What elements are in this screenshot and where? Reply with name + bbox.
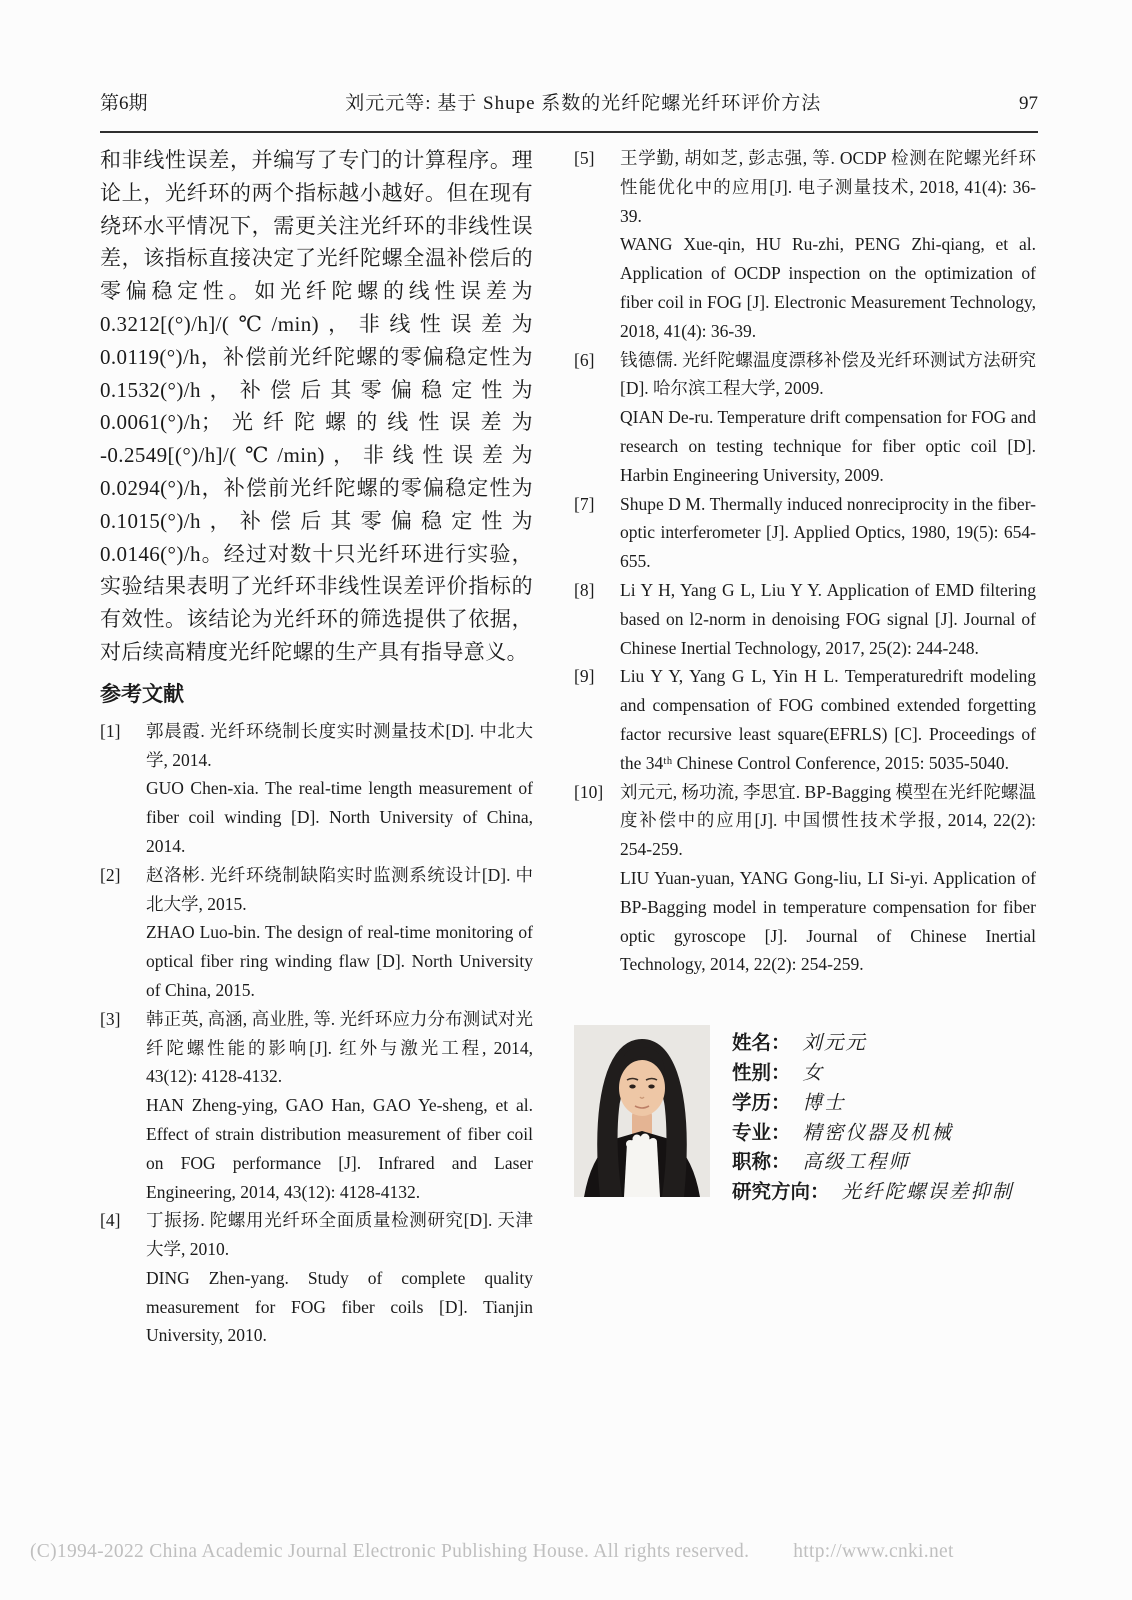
footer-url: http://www.cnki.net bbox=[793, 1541, 954, 1562]
reference-number: [3] bbox=[100, 1008, 121, 1029]
reference-text-en: LIU Yuan-yuan, YANG Gong-liu, LI Si-yi. Application of BP-Bagging model in temperature compensation for fiber optic gyroscope [J]. Journal of Chinese Inertial Technology, 2014, 22(2): 254-259. bbox=[620, 867, 1036, 975]
bio-row bbox=[732, 1059, 1014, 1089]
reference-item bbox=[574, 778, 1036, 980]
bio-field-value: 高级工程师 bbox=[802, 1152, 911, 1174]
bio-row bbox=[732, 1029, 1014, 1059]
reference-item bbox=[574, 346, 1036, 490]
reference-text-en: DING Zhen-yang. Study of complete quality measurement for FOG fiber coils [D]. Tianjin University, 2010. bbox=[146, 1267, 533, 1346]
bio-field-label: 姓名： bbox=[732, 1032, 791, 1055]
reference-text-cn: Liu Y Y, Yang G L, Yin H L. Temperaturedrift modeling and compensation of FOG combined extended forgetting factor recursive least square(EFRLS) [C]. Proceedings of the 34ᵗʰ Chinese Control Conference, 2015: 5035-5040. bbox=[620, 666, 1036, 773]
reference-text-cn: 刘元元, 杨功流, 李思宜. BP-Bagging 模型在光纤陀螺温度补偿中的应用[J]. 中国惯性技术学报, 2014, 22(2): 254-259. bbox=[620, 781, 1036, 860]
reference-text-en: HAN Zheng-ying, GAO Han, GAO Ye-sheng, et al. Effect of strain distribution measurement of fiber coil on FOG performance [J]. Infrared and Laser Engineering, 2014, 43(12): 4128-4132. bbox=[146, 1095, 533, 1202]
bio-field-label: 专业： bbox=[732, 1121, 791, 1144]
reference-item bbox=[574, 144, 1036, 346]
bio-field-value: 精密仪器及机械 bbox=[802, 1122, 954, 1144]
reference-body bbox=[146, 717, 533, 861]
reference-body bbox=[620, 576, 1036, 662]
bio-field-label: 职称： bbox=[732, 1151, 791, 1174]
reference-number: [7] bbox=[574, 493, 595, 514]
reference-text-cn: Shupe D M. Thermally induced nonreciprocity in the fiber-optic interferometer [J]. Applied Optics, 1980, 19(5): 654-655. bbox=[620, 493, 1036, 572]
bio-row bbox=[732, 1178, 1014, 1208]
reference-item bbox=[100, 1206, 533, 1350]
author-photo-illustration bbox=[574, 1025, 710, 1197]
bio-row bbox=[732, 1119, 1014, 1149]
running-title: 刘元元等: 基于 Shupe 系数的光纤陀螺光纤环评价方法 bbox=[345, 93, 822, 114]
bio-row bbox=[732, 1148, 1014, 1178]
reference-text-en: QIAN De-ru. Temperature drift compensation for FOG and research on testing technique for fiber optic coil [D]. Harbin Engineering University, 2009. bbox=[620, 407, 1036, 485]
bio-field-label: 研究方向： bbox=[732, 1181, 830, 1204]
reference-text-cn: 郭晨霞. 光纤环绕制长度实时测量技术[D]. 中北大学, 2014. bbox=[146, 720, 533, 770]
reference-number: [9] bbox=[574, 666, 595, 687]
reference-body bbox=[146, 1206, 533, 1350]
references-list-left bbox=[100, 717, 533, 1351]
reference-text-cn: 王学勤, 胡如芝, 彭志强, 等. OCDP 检测在陀螺光纤环性能优化中的应用[J]. 电子测量技术, 2018, 41(4): 36-39. bbox=[620, 148, 1036, 226]
reference-body bbox=[620, 778, 1036, 980]
author-bio bbox=[574, 1025, 1036, 1208]
reference-number: [6] bbox=[574, 349, 595, 370]
reference-text-en: WANG Xue-qin, HU Ru-zhi, PENG Zhi-qiang, et al. Application of OCDP inspection on the optimization of fiber coil in FOG [J]. Electronic Measurement Technology, 2018, 41(4): 36-39. bbox=[620, 234, 1036, 341]
bio-row bbox=[732, 1089, 1014, 1119]
reference-item bbox=[100, 1005, 533, 1207]
reference-number: [10] bbox=[574, 781, 604, 802]
reference-body bbox=[620, 490, 1036, 576]
reference-text-cn: 赵洛彬. 光纤环绕制缺陷实时监测系统设计[D]. 中北大学, 2015. bbox=[146, 864, 533, 914]
copyright-text: (C)1994-2022 China Academic Journal Electronic Publishing House. All rights reserved. bbox=[30, 1541, 750, 1562]
right-column bbox=[574, 144, 1036, 1208]
bio-field-value: 女 bbox=[802, 1062, 825, 1084]
references-heading: 参考文献 bbox=[100, 682, 184, 706]
bio-field-label: 性别： bbox=[732, 1061, 791, 1084]
reference-item bbox=[100, 861, 533, 1005]
bio-fields bbox=[732, 1025, 1014, 1208]
reference-text-cn: 钱德儒. 光纤陀螺温度漂移补偿及光纤环测试方法研究[D]. 哈尔滨工程大学, 2009. bbox=[620, 349, 1036, 399]
bio-field-value: 刘元元 bbox=[802, 1033, 868, 1055]
reference-body bbox=[146, 861, 533, 1005]
left-column bbox=[100, 144, 533, 1350]
reference-text-cn: 韩正英, 高涵, 高业胜, 等. 光纤环应力分布测试对光纤陀螺性能的影响[J]. 红外与激光工程, 2014, 43(12): 4128-4132. bbox=[146, 1008, 533, 1087]
reference-number: [5] bbox=[574, 148, 595, 168]
reference-body bbox=[146, 1005, 533, 1207]
bio-field-value: 光纤陀螺误差抑制 bbox=[841, 1182, 1014, 1204]
reference-number: [4] bbox=[100, 1210, 121, 1231]
page-number: 97 bbox=[1019, 93, 1038, 114]
reference-item bbox=[574, 490, 1036, 576]
reference-body bbox=[620, 662, 1036, 777]
bio-field-value: 博士 bbox=[802, 1092, 846, 1114]
reference-text-cn: 丁振扬. 陀螺用光纤环全面质量检测研究[D]. 天津大学, 2010. bbox=[146, 1210, 533, 1260]
reference-text-en: GUO Chen-xia. The real-time length measurement of fiber coil winding [D]. North University of China, 2014. bbox=[146, 778, 533, 856]
reference-item bbox=[574, 576, 1036, 662]
author-photo bbox=[574, 1025, 710, 1197]
references-list-right bbox=[574, 144, 1036, 979]
reference-text-en: ZHAO Luo-bin. The design of real-time monitoring of optical fiber ring winding flaw [D]. North University of China, 2015. bbox=[146, 922, 533, 1000]
bio-field-label: 学历： bbox=[732, 1091, 791, 1114]
page-footer bbox=[30, 1541, 954, 1563]
reference-text-cn: Li Y H, Yang G L, Liu Y Y. Application of EMD filtering based on l2-norm in denoising FOG signal [J]. Journal of Chinese Inertial Technology, 2017, 25(2): 244-248. bbox=[620, 579, 1036, 658]
reference-item bbox=[574, 662, 1036, 777]
reference-number: [8] bbox=[574, 579, 595, 600]
body-paragraph: 和非线性误差，并编写了专门的计算程序。理论上，光纤环的两个指标越小越好。但在现有绕环水平情况下，需更关注光纤环的非线性误差，该指标直接决定了光纤陀螺全温补偿后的零偏稳定性。如光纤陀螺的线性误差为0.3212[(°)/h]/(℃/min)，非线性误差为 0.0119(°)/h，补偿前光纤陀螺的零偏稳定性为 0.1532(°)/h，补偿后其零偏稳定性为 0.0061(°)/h；光纤陀螺的线性误差为 -0.2549[(°)/h]/(℃/min)，非线性误差为 0.0294(°)/h，补偿前光纤陀螺的零偏稳定性为 0.1015(°)/h，补偿后其零偏稳定性为 0.0146(°)/h。经过对数十只光纤环进行实验，实验结果表明了光纤环非线性误差评价指标的有效性。该结论为光纤环的筛选提供了依据，对后续高精度光纤陀螺的生产具有指导意义。 bbox=[100, 148, 533, 664]
reference-item bbox=[100, 717, 533, 861]
page-header bbox=[100, 88, 1038, 133]
reference-body bbox=[620, 346, 1036, 490]
journal-issue: 第6期 bbox=[100, 93, 148, 114]
reference-body bbox=[620, 144, 1036, 346]
reference-number: [1] bbox=[100, 720, 121, 741]
reference-number: [2] bbox=[100, 864, 121, 885]
